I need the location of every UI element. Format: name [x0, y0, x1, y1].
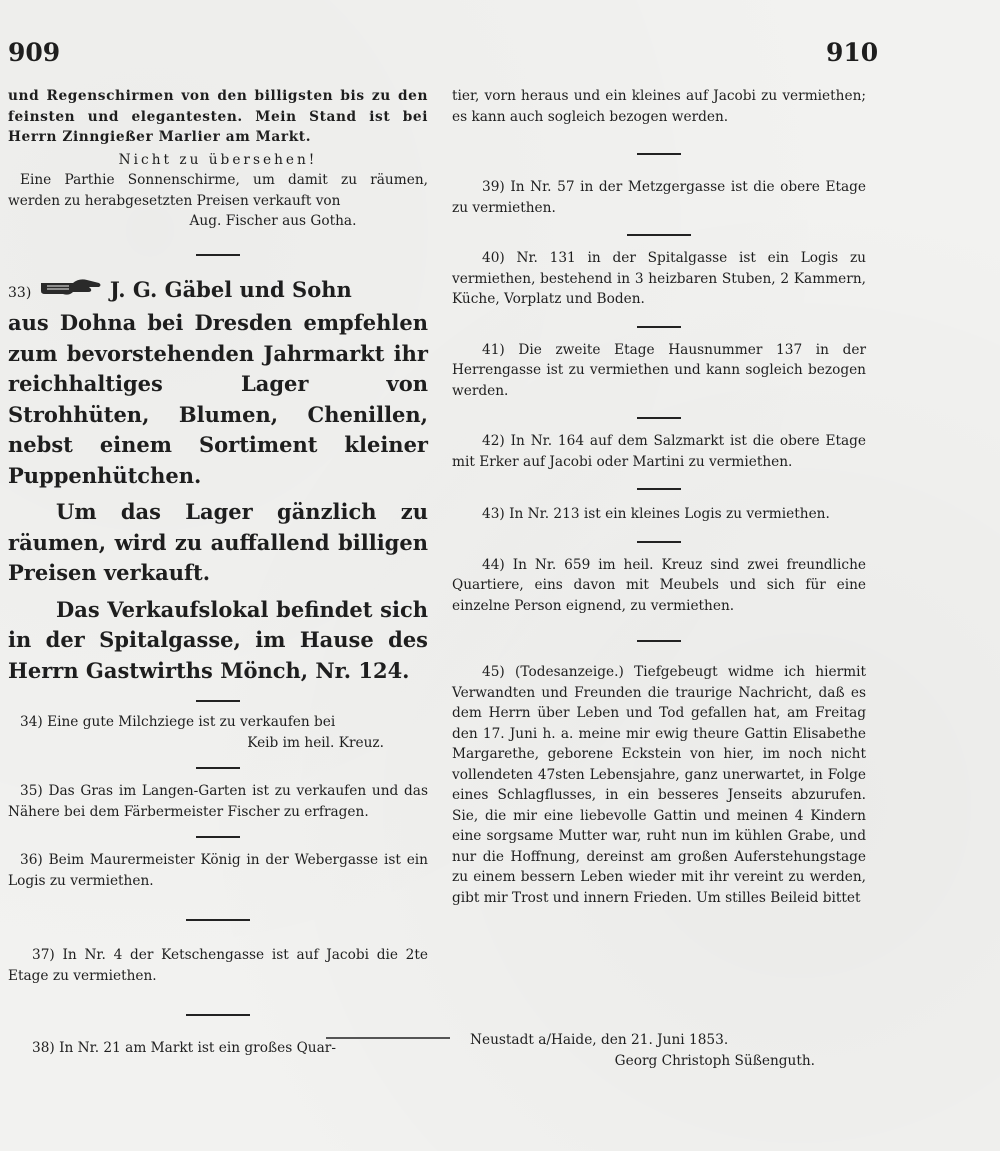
item34: 34) Eine gute Milchziege ist zu verkaufen bei — [20, 714, 336, 730]
divider — [196, 767, 240, 769]
divider — [637, 417, 681, 419]
item34-signature: Keib im heil. Kreuz. — [247, 734, 384, 751]
divider — [186, 1014, 250, 1016]
divider — [627, 234, 691, 236]
left-column — [8, 86, 428, 1059]
item33-text: aus Dohna bei Dresden empfehlen zum bevorstehenden Jahrmarkt ihr reichhaltiges Lager von Strohhüten, Blumen, Chenillen, nebst einem Sortiment kleiner Puppenhütchen. — [8, 310, 428, 488]
notice-heading: Nicht zu übersehen! — [118, 151, 318, 168]
divider — [637, 326, 681, 328]
divider — [186, 919, 250, 921]
signer-name: Georg Christoph Süßenguth. — [614, 1052, 815, 1069]
item36: 36) Beim Maurermeister König in der Webergasse ist ein Logis zu vermiethen. — [8, 852, 428, 889]
item42: 42) In Nr. 164 auf dem Salzmarkt ist die obere Etage mit Erker auf Jacobi oder Martini zu vermiethen. — [452, 433, 866, 470]
divider — [196, 254, 240, 256]
divider — [637, 488, 681, 490]
right-column — [452, 86, 866, 908]
item41: 41) Die zweite Etage Hausnummer 137 in der Herrengasse ist zu vermiethen und kann sogleich bezogen werden. — [452, 341, 866, 399]
item38: 38) In Nr. 21 am Markt ist ein großes Quar- — [32, 1040, 336, 1056]
divider — [196, 836, 240, 838]
item33-firm: J. G. Gäbel und Sohn — [109, 276, 352, 302]
pointing-hand-icon — [39, 274, 103, 309]
divider — [637, 640, 681, 642]
item40: 40) Nr. 131 in der Spitalgasse ist ein Logis zu vermiethen, bestehend in 3 heizbaren Stuben, 2 Kammern, Küche, Vorplatz und Boden. — [452, 250, 866, 307]
place-date: Neustadt a/Haide, den 21. Juni 1853. — [470, 1032, 729, 1048]
item43: 43) In Nr. 213 ist ein kleines Logis zu vermiethen. — [482, 506, 830, 522]
item39: 39) In Nr. 57 in der Metzgergasse ist die obere Etage zu vermiethen. — [452, 179, 866, 216]
divider — [637, 153, 681, 155]
item38-continued: tier, vorn heraus und ein kleines auf Jacobi zu vermiethen; es kann auch sogleich bezogen werden. — [452, 88, 866, 125]
page-number-right: 910 — [826, 38, 879, 67]
page-number-left: 909 — [8, 38, 61, 67]
item37: 37) In Nr. 4 der Ketschengasse ist auf Jacobi die 2te Etage zu vermiethen. — [8, 947, 428, 984]
item-prev-end: und Regenschirmen von den billigsten bis zu den feinsten und elegantesten. Mein Stand ist bei Herrn Zinngießer Marlier am Markt. — [8, 88, 428, 145]
item44: 44) In Nr. 659 im heil. Kreuz sind zwei freundliche Quartiere, eins davon mit Meubels und sich für eine einzelne Person eignend, zu vermiethen. — [452, 556, 866, 614]
item45-death-notice: 45) (Todesanzeige.) Tiefgebeugt widme ich hiermit Verwandten und Freunden die traurige Nachricht, daß es dem Herrn über Leben und Tod gefallen hat, am Freitag den 17. Juni h. a. meine mir ewig theure Gattin Elisabethe Margarethe, geborene Eckstein von hier, im noch nicht vollendeten 47sten Lebensjahre, ganz unerwartet, in Folge eines Schlagflusses, in ein besseres Jenseits abzurufen. Sie, die mir eine liebevolle Gattin und meinen 4 Kindern eine sorgsame Mutter war, ruht nun im kühlen Grabe, und nur die Hoffnung, dereinst am großen Auferstehungstage zu einem bessern Leben wieder mit ihr vereint zu werden, gibt mir Trost und innern Frieden. Um stilles Beileid bittet — [452, 664, 866, 906]
divider — [196, 700, 240, 702]
item35: 35) Das Gras im Langen-Garten ist zu verkaufen und das Nähere bei dem Färbermeister Fischer zu erfragen. — [8, 783, 428, 820]
notice-text: Eine Parthie Sonnenschirme, um damit zu räumen, werden zu herabgesetzten Preisen verkauft von — [8, 172, 428, 209]
item33-text2: Um das Lager gänzlich zu räumen, wird zu auffallend billigen Preisen verkauft. — [8, 499, 428, 585]
signature-rule — [326, 1037, 450, 1039]
item33-first-line — [8, 274, 428, 309]
item33-text3: Das Verkaufslokal befindet sich in der Spitalgasse, im Hause des Herrn Gastwirths Mönch, Nr. 124. — [8, 596, 428, 683]
divider — [637, 541, 681, 543]
item33-number: 33) — [8, 284, 32, 301]
death-notice-signature — [470, 1030, 815, 1071]
notice-signature: Aug. Fischer aus Gotha. — [189, 213, 357, 229]
